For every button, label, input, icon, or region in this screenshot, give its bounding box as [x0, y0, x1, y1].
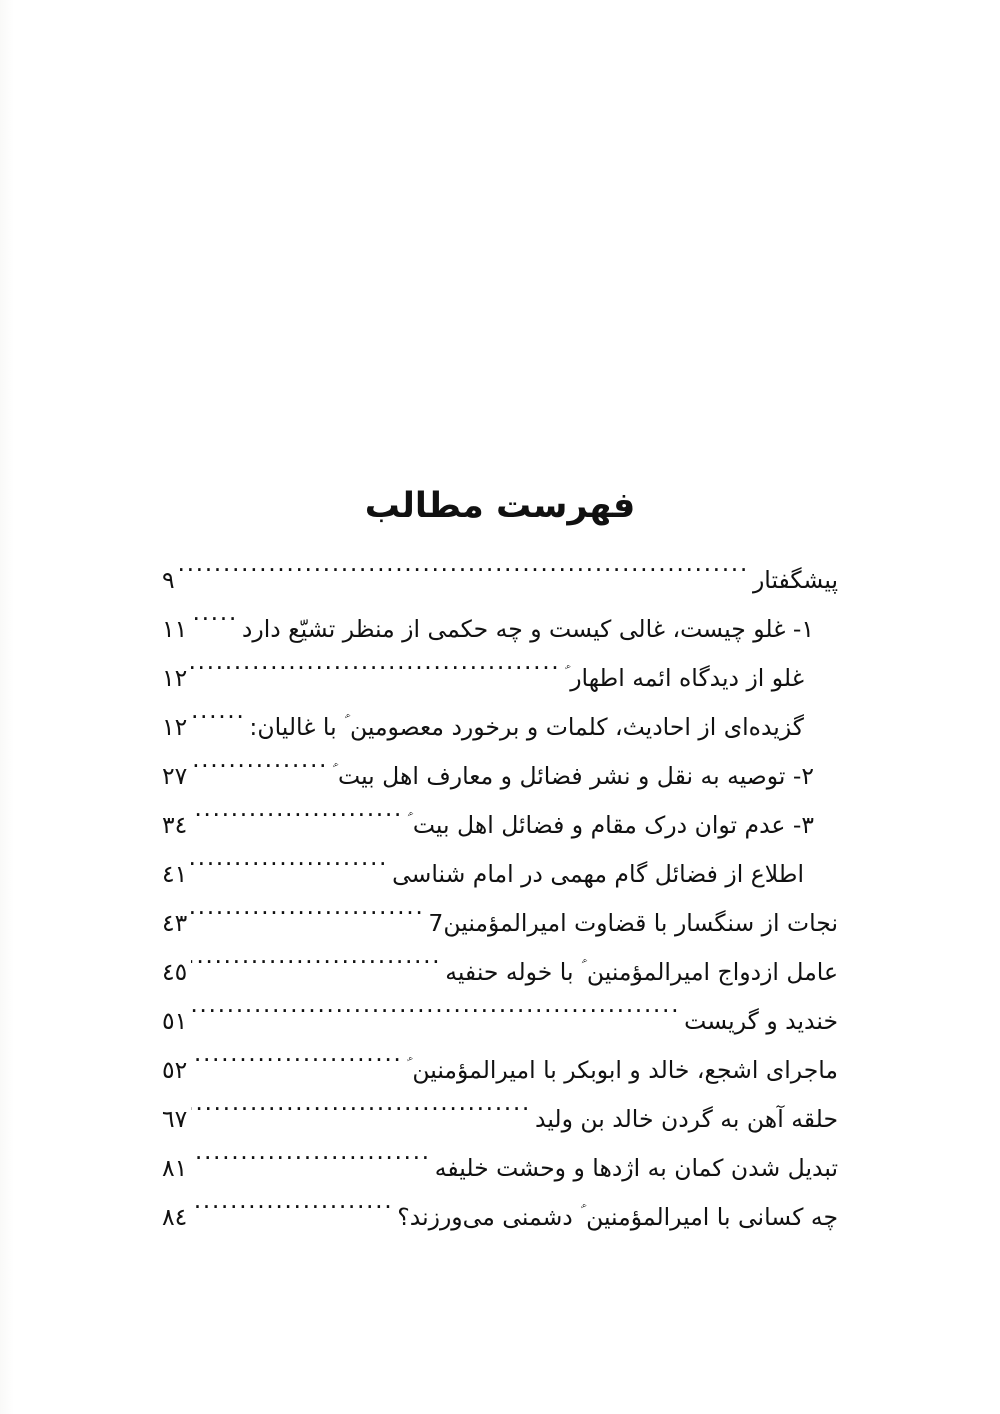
toc-leader-dots: [191, 859, 388, 883]
toc-entry[interactable]: [162, 850, 838, 899]
toc-leader-dots: [191, 1153, 430, 1177]
toc-entry-label: چه کسانی با امیرالمؤمنین ؑ دشمنی می‌ورزند؟: [397, 1203, 838, 1231]
toc-entry-page-number: ٩: [162, 566, 175, 594]
toc-entry-label: نجات از سنگسار با قضاوت امیرالمؤمنین7: [428, 909, 838, 937]
toc-leader-dots: [191, 1104, 531, 1128]
toc-entry-label: عامل ازدواج امیرالمؤمنین ؑ با خوله حنفیه: [445, 958, 838, 986]
toc-entry-label: غلو از دیدگاه ائمه اطهار ؑ: [564, 664, 804, 692]
toc-leader-dots: [191, 761, 328, 785]
toc-entry[interactable]: [162, 654, 838, 703]
toc-entry-page-number: ٥٢: [162, 1056, 188, 1084]
toc-entry-page-number: ٣٤: [162, 811, 188, 839]
table-of-contents-list: [162, 556, 838, 1242]
toc-entry-page-number: ٢٧: [162, 762, 188, 790]
toc-leader-dots: [191, 957, 441, 981]
toc-leader-dots: [179, 565, 749, 589]
toc-entry[interactable]: [162, 752, 838, 801]
toc-entry-label: اطلاع از فضائل گام مهمی در امام شناسی: [392, 860, 804, 888]
scan-edge-tint: [0, 0, 14, 1414]
toc-entry-page-number: ١٢: [162, 713, 188, 741]
toc-entry-label: پیشگفتار: [752, 566, 838, 594]
toc-entry-label: خندید و گریست: [684, 1007, 838, 1035]
toc-entry[interactable]: [162, 1193, 838, 1242]
toc-leader-dots: [191, 712, 245, 736]
toc-entry-page-number: ١١: [162, 615, 188, 643]
toc-entry-label: ٢- توصیه به نقل و نشر فضائل و معارف اهل بیت ؑ: [332, 762, 814, 790]
toc-entry[interactable]: [162, 899, 838, 948]
toc-leader-dots: [191, 1202, 393, 1226]
toc-entry-label: ماجرای اشجع، خالد و ابوبکر با امیرالمؤمنین ؑ: [406, 1056, 838, 1084]
toc-entry[interactable]: [162, 556, 838, 605]
toc-entry-page-number: ٤٥: [162, 958, 188, 986]
toc-entry-label: گزیده‌ای از احادیث، کلمات و برخورد معصومین ؑ با غالیان:: [249, 713, 804, 741]
toc-leader-dots: [191, 614, 238, 638]
toc-entry[interactable]: [162, 605, 838, 654]
toc-entry[interactable]: [162, 801, 838, 850]
toc-entry-label: حلقه آهن به گردن خالد بن ولید: [535, 1105, 838, 1133]
toc-entry-page-number: ١٢: [162, 664, 188, 692]
toc-leader-dots: [191, 1006, 680, 1030]
toc-entry-page-number: ٨٤: [162, 1203, 188, 1231]
toc-entry-page-number: ٦٧: [162, 1105, 188, 1133]
toc-entry-label: ٣- عدم توان درک مقام و فضائل اهل بیت ؑ: [406, 811, 814, 839]
toc-entry[interactable]: [162, 1095, 838, 1144]
toc-leader-dots: [191, 663, 560, 687]
toc-leader-dots: [191, 1055, 402, 1079]
toc-entry-label: ١- غلو چیست، غالی کیست و چه حکمی از منظر تشیّع دارد: [241, 615, 814, 643]
toc-leader-dots: [191, 908, 424, 932]
toc-entry-page-number: ٥١: [162, 1007, 188, 1035]
toc-entry-page-number: ٤٣: [162, 909, 188, 937]
toc-entry[interactable]: [162, 997, 838, 1046]
toc-entry-page-number: ٤١: [162, 860, 188, 888]
toc-entry[interactable]: [162, 948, 838, 997]
toc-entry[interactable]: [162, 703, 838, 752]
toc-entry[interactable]: [162, 1144, 838, 1193]
toc-entry[interactable]: [162, 1046, 838, 1095]
toc-entry-label: تبدیل شدن کمان به اژدها و وحشت خلیفه: [434, 1154, 838, 1182]
toc-entry-page-number: ٨١: [162, 1154, 188, 1182]
page-title: فهرست مطالب: [364, 486, 636, 527]
toc-leader-dots: [191, 810, 403, 834]
